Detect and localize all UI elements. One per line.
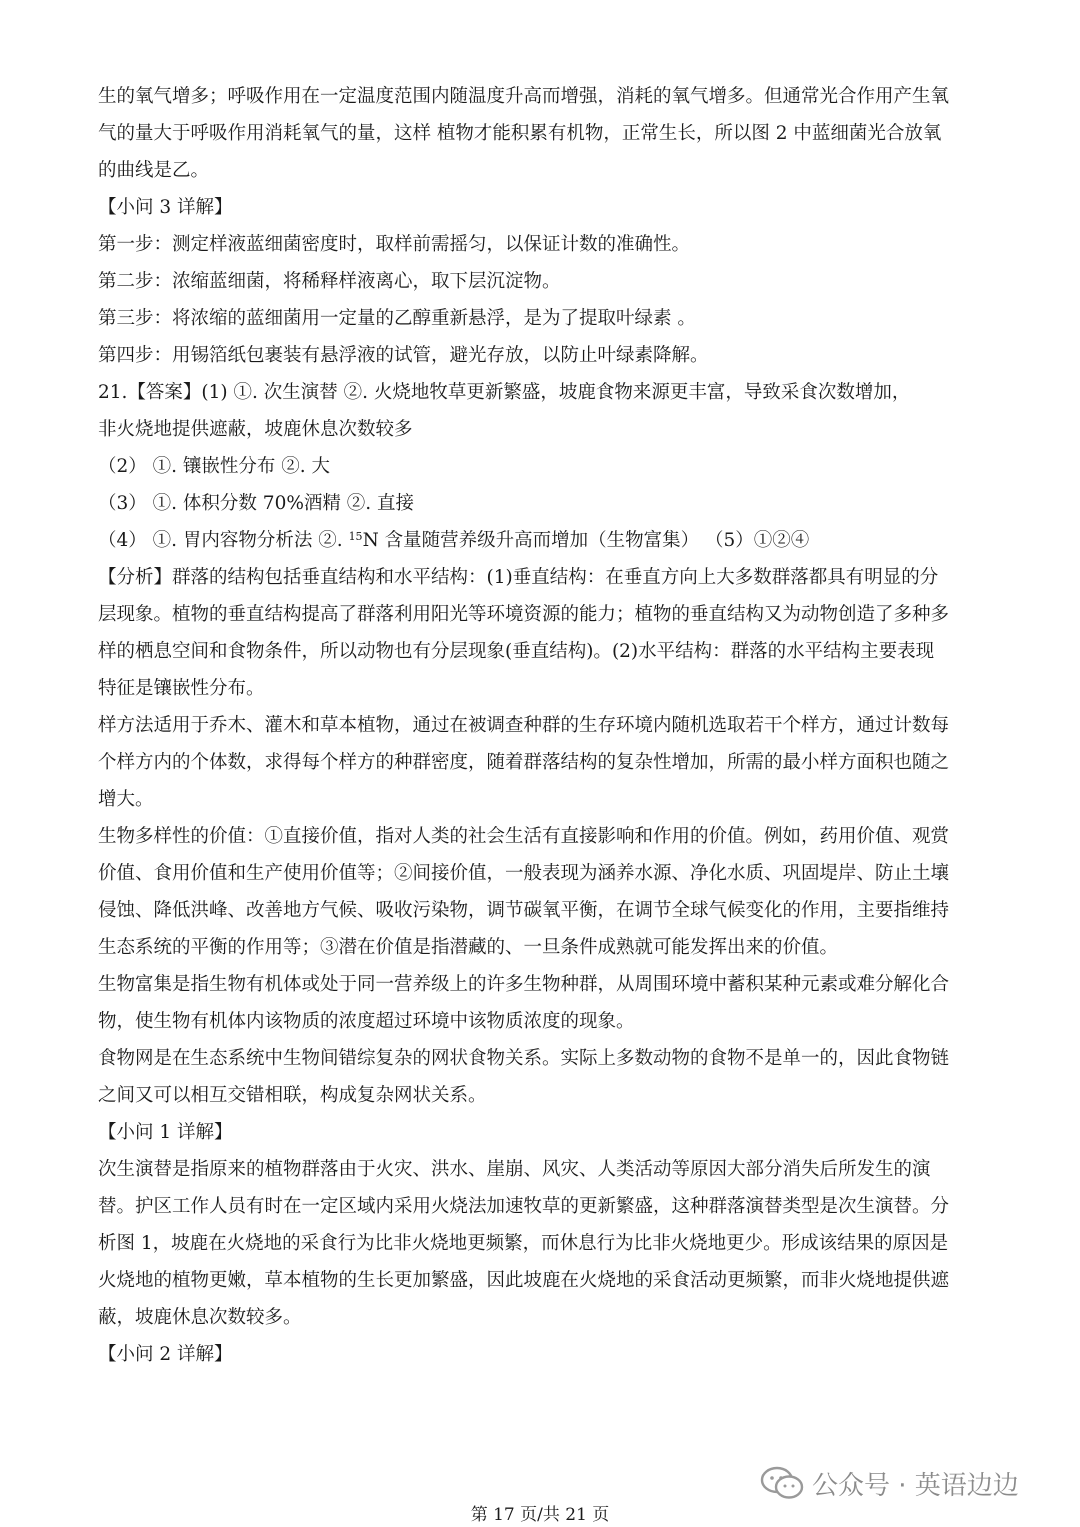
text-line: 第一步：测定样液蓝细菌密度时，取样前需摇匀，以保证计数的准确性。 — [98, 234, 691, 255]
document-body — [98, 78, 982, 1373]
answer-text: （4） ①. 胃内容物分析法 ②. — [98, 530, 349, 551]
text-line: 增大。 — [98, 789, 154, 810]
page-number: 第 17 页/共 21 页 — [470, 1505, 610, 1525]
text-line: 火烧地的植物更嫩，草本植物的生长更加繁盛，因此坡鹿在火烧地的采食活动更频繁，而非火烧地提供遮 — [98, 1270, 950, 1291]
section-heading: 【小问 1 详解】 — [98, 1122, 233, 1143]
text-line: 替。护区工作人员有时在一定区域内采用火烧法加速牧草的更新繁盛，这种群落演替类型是次生演替。分 — [98, 1196, 950, 1217]
answer-line: （3） ①. 体积分数 70%酒精 ②. 直接 — [98, 493, 415, 514]
text-line: 食物网是在生态系统中生物间错综复杂的网状食物关系。实际上多数动物的食物不是单一的，因此食物链 — [98, 1048, 950, 1069]
watermark — [760, 1463, 1019, 1503]
text-line: 个样方内的个体数，求得每个样方的种群密度，随着群落结构的复杂性增加，所需的最小样方面积也随之 — [98, 752, 950, 773]
text-line: 蔽，坡鹿休息次数较多。 — [98, 1307, 302, 1328]
isotope-superscript: 15 — [348, 530, 363, 543]
answer-line — [98, 522, 982, 559]
text-line: 生的氧气增多；呼吸作用在一定温度范围内随温度升高而增强，消耗的氧气增多。但通常光合作用产生氧 — [98, 86, 950, 107]
text-line: 侵蚀、降低洪峰、改善地方气候、吸收污染物，调节碳氧平衡，在调节全球气候变化的作用，主要指维持 — [98, 900, 950, 921]
answer-text: N 含量随营养级升高而增加（生物富集） （5）①②④ — [362, 530, 810, 551]
text-line: 样的栖息空间和食物条件，所以动物也有分层现象(垂直结构)。(2)水平结构：群落的水平结构主要表现 — [98, 641, 935, 662]
text-line: 生态系统的平衡的作用等；③潜在价值是指潜藏的、一旦条件成熟就可能发挥出来的价值。 — [98, 937, 839, 958]
wechat-icon — [760, 1466, 804, 1500]
text-line: 析图 1，坡鹿在火烧地的采食行为比非火烧地更频繁，而休息行为比非火烧地更少。形成该结果的原因是 — [98, 1233, 949, 1254]
answer-line: （2） ①. 镶嵌性分布 ②. 大 — [98, 456, 331, 477]
text-line: 第四步：用锡箔纸包裹装有悬浮液的试管，避光存放，以防止叶绿素降解。 — [98, 345, 709, 366]
text-line: 特征是镶嵌性分布。 — [98, 678, 265, 699]
text-line: 物，使生物有机体内该物质的浓度超过环境中该物质浓度的现象。 — [98, 1011, 635, 1032]
text-line: 之间又可以相互交错相联，构成复杂网状关系。 — [98, 1085, 487, 1106]
section-heading: 【小问 3 详解】 — [98, 197, 233, 218]
analysis-line: 【分析】群落的结构包括垂直结构和水平结构：(1)垂直结构：在垂直方向上大多数群落都具有明显的分 — [98, 567, 939, 588]
text-line: 样方法适用于乔木、灌木和草本植物，通过在被调查种群的生存环境内随机选取若干个样方，通过计数每 — [98, 715, 950, 736]
text-line: 生物富集是指生物有机体或处于同一营养级上的许多生物种群，从周围环境中蓄积某种元素或难分解化合 — [98, 974, 950, 995]
text-line: 生物多样性的价值：①直接价值，指对人类的社会生活有直接影响和作用的价值。例如，药用价值、观赏 — [98, 826, 950, 847]
text-line: 价值、食用价值和生产使用价值等；②间接价值，一般表现为涵养水源、净化水质、巩固堤岸、防止土壤 — [98, 863, 950, 884]
text-line: 的曲线是乙。 — [98, 160, 210, 181]
text-line: 气的量大于呼吸作用消耗氧气的量，这样 植物才能积累有机物，正常生长，所以图 2 中蓝细菌光合放氧 — [98, 123, 942, 144]
text-line: 第二步：浓缩蓝细菌，将稀释样液离心，取下层沉淀物。 — [98, 271, 561, 292]
answer-line: 21.【答案】(1) ①. 次生演替 ②. 火烧地牧草更新繁盛，坡鹿食物来源更丰富，导致采食次数增加， — [98, 382, 911, 403]
section-heading: 【小问 2 详解】 — [98, 1344, 233, 1365]
text-line: 层现象。植物的垂直结构提高了群落利用阳光等环境资源的能力；植物的垂直结构又为动物创造了多种多 — [98, 604, 950, 625]
text-line: 次生演替是指原来的植物群落由于火灾、洪水、崖崩、风灾、人类活动等原因大部分消失后所发生的演 — [98, 1159, 931, 1180]
watermark-label: 公众号 · 英语边边 — [812, 1470, 1019, 1501]
text-line: 第三步：将浓缩的蓝细菌用一定量的乙醇重新悬浮，是为了提取叶绿素 。 — [98, 308, 696, 329]
answer-line: 非火烧地提供遮蔽，坡鹿休息次数较多 — [98, 419, 413, 440]
